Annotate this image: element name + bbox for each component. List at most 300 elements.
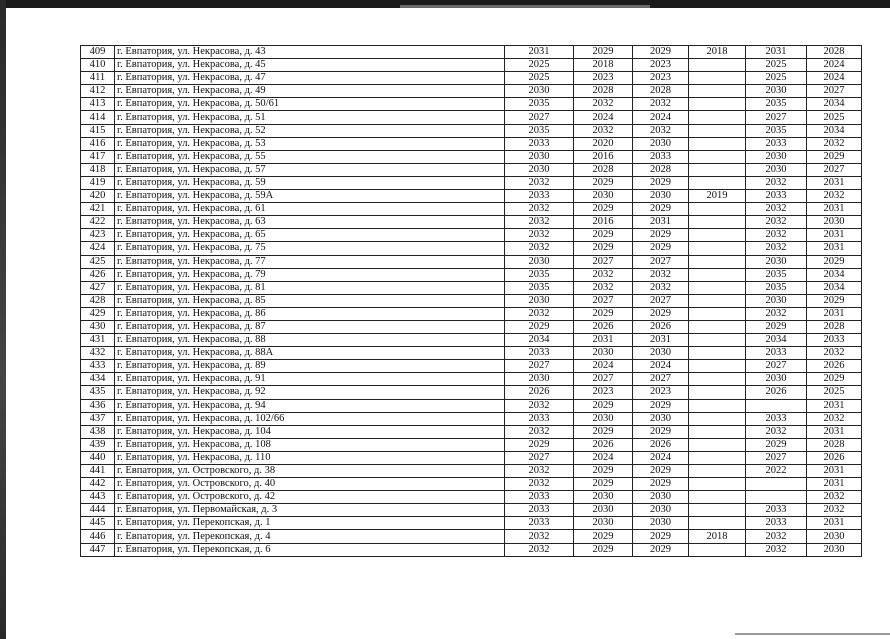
year-cell: 2032 bbox=[505, 478, 574, 491]
row-number: 431 bbox=[81, 334, 115, 347]
year-cell: 2030 bbox=[746, 150, 807, 163]
year-cell: 2035 bbox=[505, 124, 574, 137]
year-cell: 2029 bbox=[574, 242, 633, 255]
address-cell: г. Евпатория, ул. Некрасова, д. 102/66 bbox=[115, 412, 505, 425]
row-number: 421 bbox=[81, 203, 115, 216]
year-cell: 2032 bbox=[505, 543, 574, 556]
table-row bbox=[81, 334, 862, 347]
year-cell: 2027 bbox=[746, 451, 807, 464]
row-number: 423 bbox=[81, 229, 115, 242]
address-cell: г. Евпатория, ул. Некрасова, д. 88А bbox=[115, 347, 505, 360]
year-cell: 2028 bbox=[633, 85, 689, 98]
address-cell: г. Евпатория, ул. Некрасова, д. 86 bbox=[115, 307, 505, 320]
year-cell bbox=[689, 465, 746, 478]
table-row bbox=[81, 268, 862, 281]
year-cell: 2030 bbox=[746, 294, 807, 307]
address-cell: г. Евпатория, ул. Некрасова, д. 47 bbox=[115, 72, 505, 85]
table-row bbox=[81, 203, 862, 216]
table-row bbox=[81, 176, 862, 189]
year-cell bbox=[689, 137, 746, 150]
year-cell: 2030 bbox=[633, 504, 689, 517]
year-cell: 2032 bbox=[633, 281, 689, 294]
year-cell bbox=[689, 268, 746, 281]
year-cell: 2030 bbox=[574, 491, 633, 504]
year-cell: 2023 bbox=[633, 59, 689, 72]
year-cell: 2027 bbox=[746, 111, 807, 124]
year-cell: 2027 bbox=[574, 294, 633, 307]
year-cell: 2030 bbox=[505, 255, 574, 268]
year-cell bbox=[689, 59, 746, 72]
year-cell: 2032 bbox=[505, 216, 574, 229]
year-cell: 2025 bbox=[807, 386, 862, 399]
year-cell: 2029 bbox=[633, 425, 689, 438]
year-cell: 2030 bbox=[505, 294, 574, 307]
year-cell: 2033 bbox=[807, 334, 862, 347]
row-number: 422 bbox=[81, 216, 115, 229]
table-row bbox=[81, 98, 862, 111]
year-cell: 2026 bbox=[746, 386, 807, 399]
year-cell bbox=[689, 360, 746, 373]
address-cell: г. Евпатория, ул. Некрасова, д. 43 bbox=[115, 46, 505, 59]
address-cell: г. Евпатория, ул. Некрасова, д. 91 bbox=[115, 373, 505, 386]
year-cell: 2031 bbox=[807, 399, 862, 412]
table-row bbox=[81, 111, 862, 124]
year-cell: 2029 bbox=[574, 399, 633, 412]
repair-schedule-table bbox=[80, 45, 862, 557]
year-cell: 2031 bbox=[807, 425, 862, 438]
year-cell: 2016 bbox=[574, 150, 633, 163]
row-number: 429 bbox=[81, 307, 115, 320]
year-cell: 2025 bbox=[505, 59, 574, 72]
year-cell: 2031 bbox=[633, 334, 689, 347]
year-cell: 2031 bbox=[633, 216, 689, 229]
row-number: 445 bbox=[81, 517, 115, 530]
year-cell: 2033 bbox=[746, 412, 807, 425]
year-cell bbox=[689, 294, 746, 307]
year-cell bbox=[689, 347, 746, 360]
year-cell: 2033 bbox=[746, 504, 807, 517]
year-cell bbox=[689, 229, 746, 242]
year-cell: 2032 bbox=[746, 229, 807, 242]
year-cell: 2032 bbox=[574, 124, 633, 137]
row-number: 434 bbox=[81, 373, 115, 386]
year-cell: 2032 bbox=[574, 268, 633, 281]
address-cell: г. Евпатория, ул. Некрасова, д. 89 bbox=[115, 360, 505, 373]
address-cell: г. Евпатория, ул. Островского, д. 38 bbox=[115, 465, 505, 478]
year-cell: 2029 bbox=[574, 229, 633, 242]
table-row bbox=[81, 425, 862, 438]
row-number: 410 bbox=[81, 59, 115, 72]
year-cell: 2030 bbox=[574, 190, 633, 203]
row-number: 441 bbox=[81, 465, 115, 478]
year-cell: 2025 bbox=[807, 111, 862, 124]
address-cell: г. Евпатория, ул. Островского, д. 42 bbox=[115, 491, 505, 504]
year-cell: 2030 bbox=[633, 190, 689, 203]
scan-bottom-mark bbox=[735, 633, 890, 635]
row-number: 411 bbox=[81, 72, 115, 85]
year-cell: 2035 bbox=[505, 268, 574, 281]
year-cell: 2029 bbox=[574, 465, 633, 478]
address-cell: г. Евпатория, ул. Некрасова, д. 59А bbox=[115, 190, 505, 203]
year-cell bbox=[689, 517, 746, 530]
year-cell: 2033 bbox=[505, 412, 574, 425]
address-cell: г. Евпатория, ул. Некрасова, д. 75 bbox=[115, 242, 505, 255]
year-cell bbox=[689, 163, 746, 176]
year-cell: 2032 bbox=[807, 137, 862, 150]
year-cell: 2029 bbox=[574, 543, 633, 556]
year-cell bbox=[689, 334, 746, 347]
row-number: 438 bbox=[81, 425, 115, 438]
year-cell: 2031 bbox=[807, 465, 862, 478]
year-cell: 2029 bbox=[807, 255, 862, 268]
year-cell: 2033 bbox=[505, 190, 574, 203]
year-cell: 2029 bbox=[505, 320, 574, 333]
year-cell: 2032 bbox=[746, 530, 807, 543]
year-cell bbox=[689, 124, 746, 137]
year-cell: 2032 bbox=[807, 491, 862, 504]
address-cell: г. Евпатория, ул. Перекопская, д. 6 bbox=[115, 543, 505, 556]
year-cell: 2032 bbox=[505, 425, 574, 438]
year-cell: 2031 bbox=[807, 478, 862, 491]
year-cell: 2029 bbox=[574, 425, 633, 438]
year-cell: 2029 bbox=[505, 438, 574, 451]
address-cell: г. Евпатория, ул. Некрасова, д. 104 bbox=[115, 425, 505, 438]
year-cell bbox=[689, 373, 746, 386]
year-cell bbox=[689, 255, 746, 268]
year-cell: 2032 bbox=[746, 176, 807, 189]
year-cell: 2026 bbox=[633, 320, 689, 333]
year-cell: 2031 bbox=[807, 229, 862, 242]
year-cell: 2032 bbox=[746, 242, 807, 255]
address-cell: г. Евпатория, ул. Некрасова, д. 45 bbox=[115, 59, 505, 72]
row-number: 437 bbox=[81, 412, 115, 425]
year-cell: 2029 bbox=[633, 203, 689, 216]
address-cell: г. Евпатория, ул. Некрасова, д. 53 bbox=[115, 137, 505, 150]
table-row bbox=[81, 124, 862, 137]
year-cell: 2034 bbox=[505, 334, 574, 347]
table-row bbox=[81, 412, 862, 425]
year-cell: 2022 bbox=[746, 465, 807, 478]
year-cell: 2033 bbox=[505, 504, 574, 517]
table-row bbox=[81, 451, 862, 464]
year-cell: 2026 bbox=[505, 386, 574, 399]
year-cell: 2030 bbox=[633, 491, 689, 504]
year-cell: 2032 bbox=[505, 203, 574, 216]
year-cell: 2035 bbox=[746, 268, 807, 281]
year-cell bbox=[689, 543, 746, 556]
address-cell: г. Евпатория, ул. Некрасова, д. 50/61 bbox=[115, 98, 505, 111]
year-cell: 2024 bbox=[807, 59, 862, 72]
year-cell: 2032 bbox=[505, 242, 574, 255]
year-cell: 2030 bbox=[807, 216, 862, 229]
year-cell: 2032 bbox=[505, 307, 574, 320]
year-cell: 2031 bbox=[807, 307, 862, 320]
year-cell: 2023 bbox=[574, 386, 633, 399]
year-cell bbox=[689, 98, 746, 111]
year-cell: 2029 bbox=[574, 46, 633, 59]
row-number: 427 bbox=[81, 281, 115, 294]
year-cell: 2024 bbox=[633, 451, 689, 464]
table-row bbox=[81, 438, 862, 451]
address-cell: г. Евпатория, ул. Некрасова, д. 77 bbox=[115, 255, 505, 268]
year-cell: 2030 bbox=[807, 530, 862, 543]
year-cell: 2029 bbox=[633, 242, 689, 255]
address-cell: г. Евпатория, ул. Некрасова, д. 92 bbox=[115, 386, 505, 399]
scan-left-edge bbox=[0, 0, 6, 639]
year-cell: 2033 bbox=[746, 190, 807, 203]
year-cell: 2033 bbox=[505, 517, 574, 530]
year-cell: 2031 bbox=[574, 334, 633, 347]
row-number: 446 bbox=[81, 530, 115, 543]
table-row bbox=[81, 294, 862, 307]
table-row bbox=[81, 255, 862, 268]
year-cell bbox=[689, 412, 746, 425]
table-row bbox=[81, 347, 862, 360]
row-number: 424 bbox=[81, 242, 115, 255]
year-cell: 2032 bbox=[505, 530, 574, 543]
year-cell: 2018 bbox=[689, 530, 746, 543]
table-row bbox=[81, 307, 862, 320]
year-cell: 2032 bbox=[807, 190, 862, 203]
row-number: 425 bbox=[81, 255, 115, 268]
year-cell bbox=[689, 307, 746, 320]
year-cell bbox=[689, 320, 746, 333]
year-cell: 2030 bbox=[746, 85, 807, 98]
year-cell bbox=[689, 203, 746, 216]
year-cell: 2032 bbox=[746, 307, 807, 320]
year-cell: 2029 bbox=[807, 150, 862, 163]
year-cell: 2030 bbox=[574, 347, 633, 360]
year-cell bbox=[689, 451, 746, 464]
year-cell: 2033 bbox=[505, 347, 574, 360]
year-cell: 2028 bbox=[807, 46, 862, 59]
row-number: 428 bbox=[81, 294, 115, 307]
year-cell: 2016 bbox=[574, 216, 633, 229]
year-cell bbox=[746, 399, 807, 412]
year-cell: 2027 bbox=[807, 85, 862, 98]
year-cell bbox=[689, 438, 746, 451]
year-cell: 2032 bbox=[633, 98, 689, 111]
year-cell: 2029 bbox=[633, 46, 689, 59]
table-row bbox=[81, 491, 862, 504]
year-cell: 2033 bbox=[633, 150, 689, 163]
row-number: 420 bbox=[81, 190, 115, 203]
year-cell: 2027 bbox=[505, 360, 574, 373]
year-cell: 2030 bbox=[633, 347, 689, 360]
year-cell: 2030 bbox=[505, 150, 574, 163]
address-cell: г. Евпатория, ул. Некрасова, д. 81 bbox=[115, 281, 505, 294]
year-cell: 2026 bbox=[633, 438, 689, 451]
row-number: 439 bbox=[81, 438, 115, 451]
table-row bbox=[81, 504, 862, 517]
row-number: 417 bbox=[81, 150, 115, 163]
row-number: 440 bbox=[81, 451, 115, 464]
year-cell bbox=[746, 478, 807, 491]
year-cell: 2031 bbox=[807, 242, 862, 255]
table-row bbox=[81, 478, 862, 491]
year-cell: 2033 bbox=[746, 137, 807, 150]
table-row bbox=[81, 59, 862, 72]
year-cell: 2019 bbox=[689, 190, 746, 203]
year-cell: 2032 bbox=[746, 216, 807, 229]
address-cell: г. Евпатория, ул. Некрасова, д. 55 bbox=[115, 150, 505, 163]
year-cell: 2029 bbox=[633, 530, 689, 543]
year-cell: 2032 bbox=[633, 268, 689, 281]
address-cell: г. Евпатория, ул. Некрасова, д. 59 bbox=[115, 176, 505, 189]
year-cell: 2024 bbox=[807, 72, 862, 85]
year-cell: 2027 bbox=[746, 360, 807, 373]
address-cell: г. Евпатория, ул. Некрасова, д. 85 bbox=[115, 294, 505, 307]
year-cell: 2026 bbox=[574, 438, 633, 451]
year-cell bbox=[689, 425, 746, 438]
address-cell: г. Евпатория, ул. Первомайская, д. 3 bbox=[115, 504, 505, 517]
table-row bbox=[81, 517, 862, 530]
year-cell: 2034 bbox=[746, 334, 807, 347]
table-row bbox=[81, 360, 862, 373]
address-cell: г. Евпатория, ул. Некрасова, д. 61 bbox=[115, 203, 505, 216]
year-cell: 2035 bbox=[746, 281, 807, 294]
year-cell: 2032 bbox=[746, 543, 807, 556]
year-cell bbox=[689, 111, 746, 124]
table-row bbox=[81, 216, 862, 229]
address-cell: г. Евпатория, ул. Некрасова, д. 52 bbox=[115, 124, 505, 137]
row-number: 442 bbox=[81, 478, 115, 491]
row-number: 416 bbox=[81, 137, 115, 150]
row-number: 443 bbox=[81, 491, 115, 504]
year-cell: 2027 bbox=[633, 255, 689, 268]
year-cell: 2018 bbox=[689, 46, 746, 59]
year-cell: 2028 bbox=[807, 320, 862, 333]
year-cell: 2031 bbox=[807, 517, 862, 530]
table-row bbox=[81, 543, 862, 556]
table-row bbox=[81, 465, 862, 478]
table-row bbox=[81, 373, 862, 386]
year-cell bbox=[689, 242, 746, 255]
table-row bbox=[81, 85, 862, 98]
address-cell: г. Евпатория, ул. Перекопская, д. 4 bbox=[115, 530, 505, 543]
year-cell: 2029 bbox=[574, 530, 633, 543]
table-row bbox=[81, 137, 862, 150]
table-row bbox=[81, 281, 862, 294]
year-cell: 2023 bbox=[633, 72, 689, 85]
year-cell: 2032 bbox=[746, 425, 807, 438]
year-cell: 2032 bbox=[505, 399, 574, 412]
year-cell: 2032 bbox=[807, 347, 862, 360]
address-cell: г. Евпатория, ул. Некрасова, д. 108 bbox=[115, 438, 505, 451]
year-cell: 2030 bbox=[746, 255, 807, 268]
year-cell: 2032 bbox=[574, 281, 633, 294]
year-cell: 2023 bbox=[633, 386, 689, 399]
year-cell bbox=[689, 504, 746, 517]
year-cell: 2030 bbox=[505, 85, 574, 98]
year-cell bbox=[689, 216, 746, 229]
year-cell: 2018 bbox=[574, 59, 633, 72]
year-cell: 2029 bbox=[633, 399, 689, 412]
year-cell bbox=[689, 399, 746, 412]
year-cell: 2025 bbox=[746, 59, 807, 72]
year-cell: 2029 bbox=[574, 203, 633, 216]
year-cell bbox=[689, 72, 746, 85]
address-cell: г. Евпатория, ул. Некрасова, д. 49 bbox=[115, 85, 505, 98]
table-body bbox=[81, 46, 862, 557]
table-row bbox=[81, 530, 862, 543]
year-cell: 2024 bbox=[574, 111, 633, 124]
year-cell: 2032 bbox=[574, 98, 633, 111]
year-cell bbox=[689, 85, 746, 98]
row-number: 412 bbox=[81, 85, 115, 98]
year-cell: 2031 bbox=[505, 46, 574, 59]
year-cell: 2030 bbox=[807, 543, 862, 556]
table-row bbox=[81, 150, 862, 163]
row-number: 413 bbox=[81, 98, 115, 111]
row-number: 447 bbox=[81, 543, 115, 556]
year-cell: 2024 bbox=[574, 360, 633, 373]
year-cell: 2029 bbox=[574, 176, 633, 189]
row-number: 430 bbox=[81, 320, 115, 333]
year-cell: 2032 bbox=[505, 229, 574, 242]
address-cell: г. Евпатория, ул. Некрасова, д. 87 bbox=[115, 320, 505, 333]
year-cell: 2032 bbox=[746, 203, 807, 216]
year-cell: 2027 bbox=[807, 163, 862, 176]
year-cell: 2032 bbox=[505, 176, 574, 189]
year-cell: 2029 bbox=[633, 176, 689, 189]
year-cell: 2029 bbox=[746, 438, 807, 451]
row-number: 415 bbox=[81, 124, 115, 137]
year-cell: 2033 bbox=[505, 137, 574, 150]
address-cell: г. Евпатория, ул. Некрасова, д. 63 bbox=[115, 216, 505, 229]
year-cell: 2029 bbox=[574, 307, 633, 320]
row-number: 418 bbox=[81, 163, 115, 176]
year-cell: 2034 bbox=[807, 124, 862, 137]
address-cell: г. Евпатория, ул. Некрасова, д. 94 bbox=[115, 399, 505, 412]
year-cell: 2026 bbox=[807, 451, 862, 464]
year-cell: 2030 bbox=[574, 412, 633, 425]
year-cell: 2034 bbox=[807, 281, 862, 294]
year-cell: 2028 bbox=[807, 438, 862, 451]
year-cell: 2034 bbox=[807, 268, 862, 281]
year-cell: 2034 bbox=[807, 98, 862, 111]
year-cell: 2029 bbox=[633, 307, 689, 320]
year-cell: 2030 bbox=[633, 517, 689, 530]
year-cell: 2030 bbox=[633, 137, 689, 150]
table-row bbox=[81, 386, 862, 399]
address-cell: г. Евпатория, ул. Островского, д. 40 bbox=[115, 478, 505, 491]
scan-top-edge-light bbox=[400, 5, 650, 8]
table-row bbox=[81, 242, 862, 255]
year-cell: 2030 bbox=[746, 163, 807, 176]
year-cell: 2029 bbox=[633, 543, 689, 556]
year-cell bbox=[689, 478, 746, 491]
year-cell: 2027 bbox=[574, 373, 633, 386]
address-cell: г. Евпатория, ул. Некрасова, д. 88 bbox=[115, 334, 505, 347]
year-cell: 2029 bbox=[633, 229, 689, 242]
year-cell: 2029 bbox=[746, 320, 807, 333]
year-cell: 2031 bbox=[807, 176, 862, 189]
year-cell: 2030 bbox=[574, 517, 633, 530]
year-cell: 2030 bbox=[633, 412, 689, 425]
address-cell: г. Евпатория, ул. Некрасова, д. 65 bbox=[115, 229, 505, 242]
year-cell: 2032 bbox=[633, 124, 689, 137]
year-cell: 2028 bbox=[574, 163, 633, 176]
year-cell: 2027 bbox=[505, 111, 574, 124]
year-cell: 2033 bbox=[746, 517, 807, 530]
year-cell: 2032 bbox=[505, 465, 574, 478]
row-number: 409 bbox=[81, 46, 115, 59]
year-cell: 2035 bbox=[746, 124, 807, 137]
year-cell bbox=[689, 281, 746, 294]
row-number: 436 bbox=[81, 399, 115, 412]
year-cell bbox=[689, 150, 746, 163]
